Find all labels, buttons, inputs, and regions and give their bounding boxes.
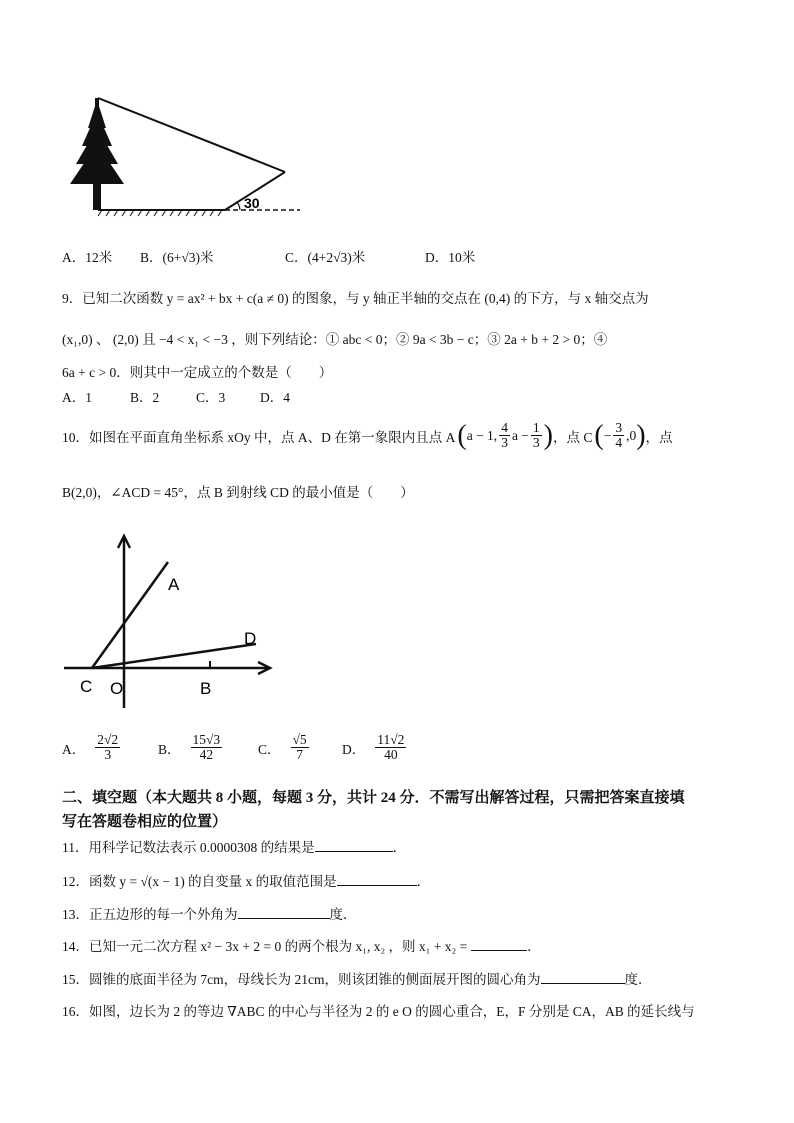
q15 [62,968,652,988]
q11-text: 11．用科学记数法表示 0.0000308 的结果是 [62,840,315,855]
q9-line1: 9．已知二次函数 y = ax² + bx + c(a ≠ 0) 的图象，与 y 轴正半轴的交点在 (0,4) 的下方，与 x 轴交点为 [62,291,649,306]
q10-option-c-den: 7 [296,747,303,763]
q14-answer-blank[interactable] [471,938,527,951]
q10-option-b [158,733,224,762]
q9-line3: 6a + c > 0．则其中一定成立的个数是（ ） [62,365,333,380]
coordinate-figure [60,530,280,710]
q10-option-b-num: 15√3 [192,732,221,747]
q8-option-b: B．(6+√3)米 [140,250,214,265]
q8-option-d: D．10米 [425,250,476,265]
q9-option-b: B．2 [130,390,160,405]
q9-option-d: D．4 [260,390,290,405]
ray-ca [92,562,168,668]
coord-a-frac1-num: 4 [501,420,508,435]
section2-title-line1: 二、填空题（本大题共 8 小题，每题 3 分，共计 24 分．不需写出解答过程，只需把答案直接填 [62,790,685,806]
q10-option-c-letter: C． [258,741,281,757]
q10-line1-text-b: ，点 C [553,429,593,445]
q11-post: ． [392,840,407,855]
q9-option-c: C．3 [196,390,226,405]
q14-post: ． [527,939,541,954]
q10-option-d-letter: D． [342,741,366,757]
coord-a-mid: a − [511,427,529,443]
q12-answer-blank[interactable] [337,873,417,886]
q12 [62,870,430,890]
q8-option-c: C．(4+2√3)米 [285,250,366,265]
coord-a-frac2-num: 1 [532,420,540,435]
coord-a-frac2-den: 3 [532,435,540,451]
q13 [62,903,357,923]
q9-option-a: A．1 [62,390,92,405]
coord-c-rest: ,0 [626,427,637,443]
q10-option-a [62,733,122,762]
q9-line2: (x₁,0) 、 (2,0) 且 −4 < x₁ < −3 ，则下列结论：① abc < 0；② 9a < 3b − c；③ 2a + b + 2 > 0；④ [62,332,608,347]
q10-line1-text-c: ，点 [645,429,673,445]
coord-a-frac2 [531,421,542,450]
coord-a-frac1 [499,421,510,450]
coord-c-frac [613,421,624,450]
label-c: C [80,677,93,696]
section2-title-line2: 写在答题卷相应的位置） [62,814,228,830]
q10-line2: B(2,0)，∠ACD = 45°，点 B 到射线 CD 的最小值是（ ） [62,485,414,500]
tree-icon [70,98,124,210]
q10-option-b-den: 42 [199,747,214,763]
label-b: B [200,679,212,698]
angle-label: 30 [244,195,260,211]
q13-text: 13．正五边形的每一个外角为 [62,907,238,922]
q10-option-d-num: 11√2 [377,732,405,747]
q10-option-a-letter: A． [62,741,86,757]
q15-text: 15．圆锥的底面半径为 7cm，母线长为 21cm，则该团锥的侧面展开图的圆心角为 [62,972,541,987]
q8-option-a: A．12米 [62,250,113,265]
q14-text: 14．已知一元二次方程 x² − 3x + 2 = 0 的两个根为 x₁, x₂ ，则 x₁ + x₂ = [62,939,468,954]
coord-c-den: 4 [615,435,623,451]
label-o: O [110,679,124,698]
q12-text: 12．函数 y = √(x − 1) 的自变量 x 的取值范围是 [62,874,337,889]
q13-post: 度． [329,907,357,922]
ray-cd [92,644,256,668]
q13-answer-blank[interactable] [238,906,330,919]
q10-line1-text-a: 10．如图在平面直角坐标系 xOy 中，点 A、D 在第一象限内且点 A [62,429,456,445]
q16: 16．如图，边长为 2 的等边 ∇ABC 的中心与半径为 2 的 e O 的圆心重合，E，F 分别是 CA，AB 的延长线与 [62,1004,695,1019]
q11 [62,836,406,856]
q10-option-d-den: 40 [384,747,398,763]
q10-option-a-num: 2√2 [97,732,119,747]
coord-c-sign: − [603,427,612,443]
q10-line1: 10．如图在平面直角坐标系 xOy 中，点 A、D 在第一象限内且点 A ( a − 1, $\frac{4}{3}$ a − $\frac{1}{3}$ ) ，点 C ( − $\frac{3}{4}$ ,0 ) ，点 [62,419,673,451]
coord-a-frac1-den: 3 [501,435,508,451]
q14 [62,935,541,955]
q10-option-c [258,733,311,762]
q10-option-a-den: 3 [104,747,112,763]
coord-a-x: a − 1, [466,427,498,443]
q10-option-b-letter: B． [158,741,181,757]
q15-answer-blank[interactable] [541,971,625,984]
angle-arc [237,202,240,210]
q15-post: 度． [624,972,652,987]
q11-answer-blank[interactable] [315,839,393,852]
coord-c-num: 3 [615,420,623,435]
q10-option-d [342,733,408,762]
label-d: D [244,629,257,648]
label-a: A [168,575,180,594]
shadow-line-top [98,98,285,172]
q12-post: ． [416,874,431,889]
q10-option-c-num: √5 [292,732,307,747]
tree-slope-figure [60,88,310,218]
